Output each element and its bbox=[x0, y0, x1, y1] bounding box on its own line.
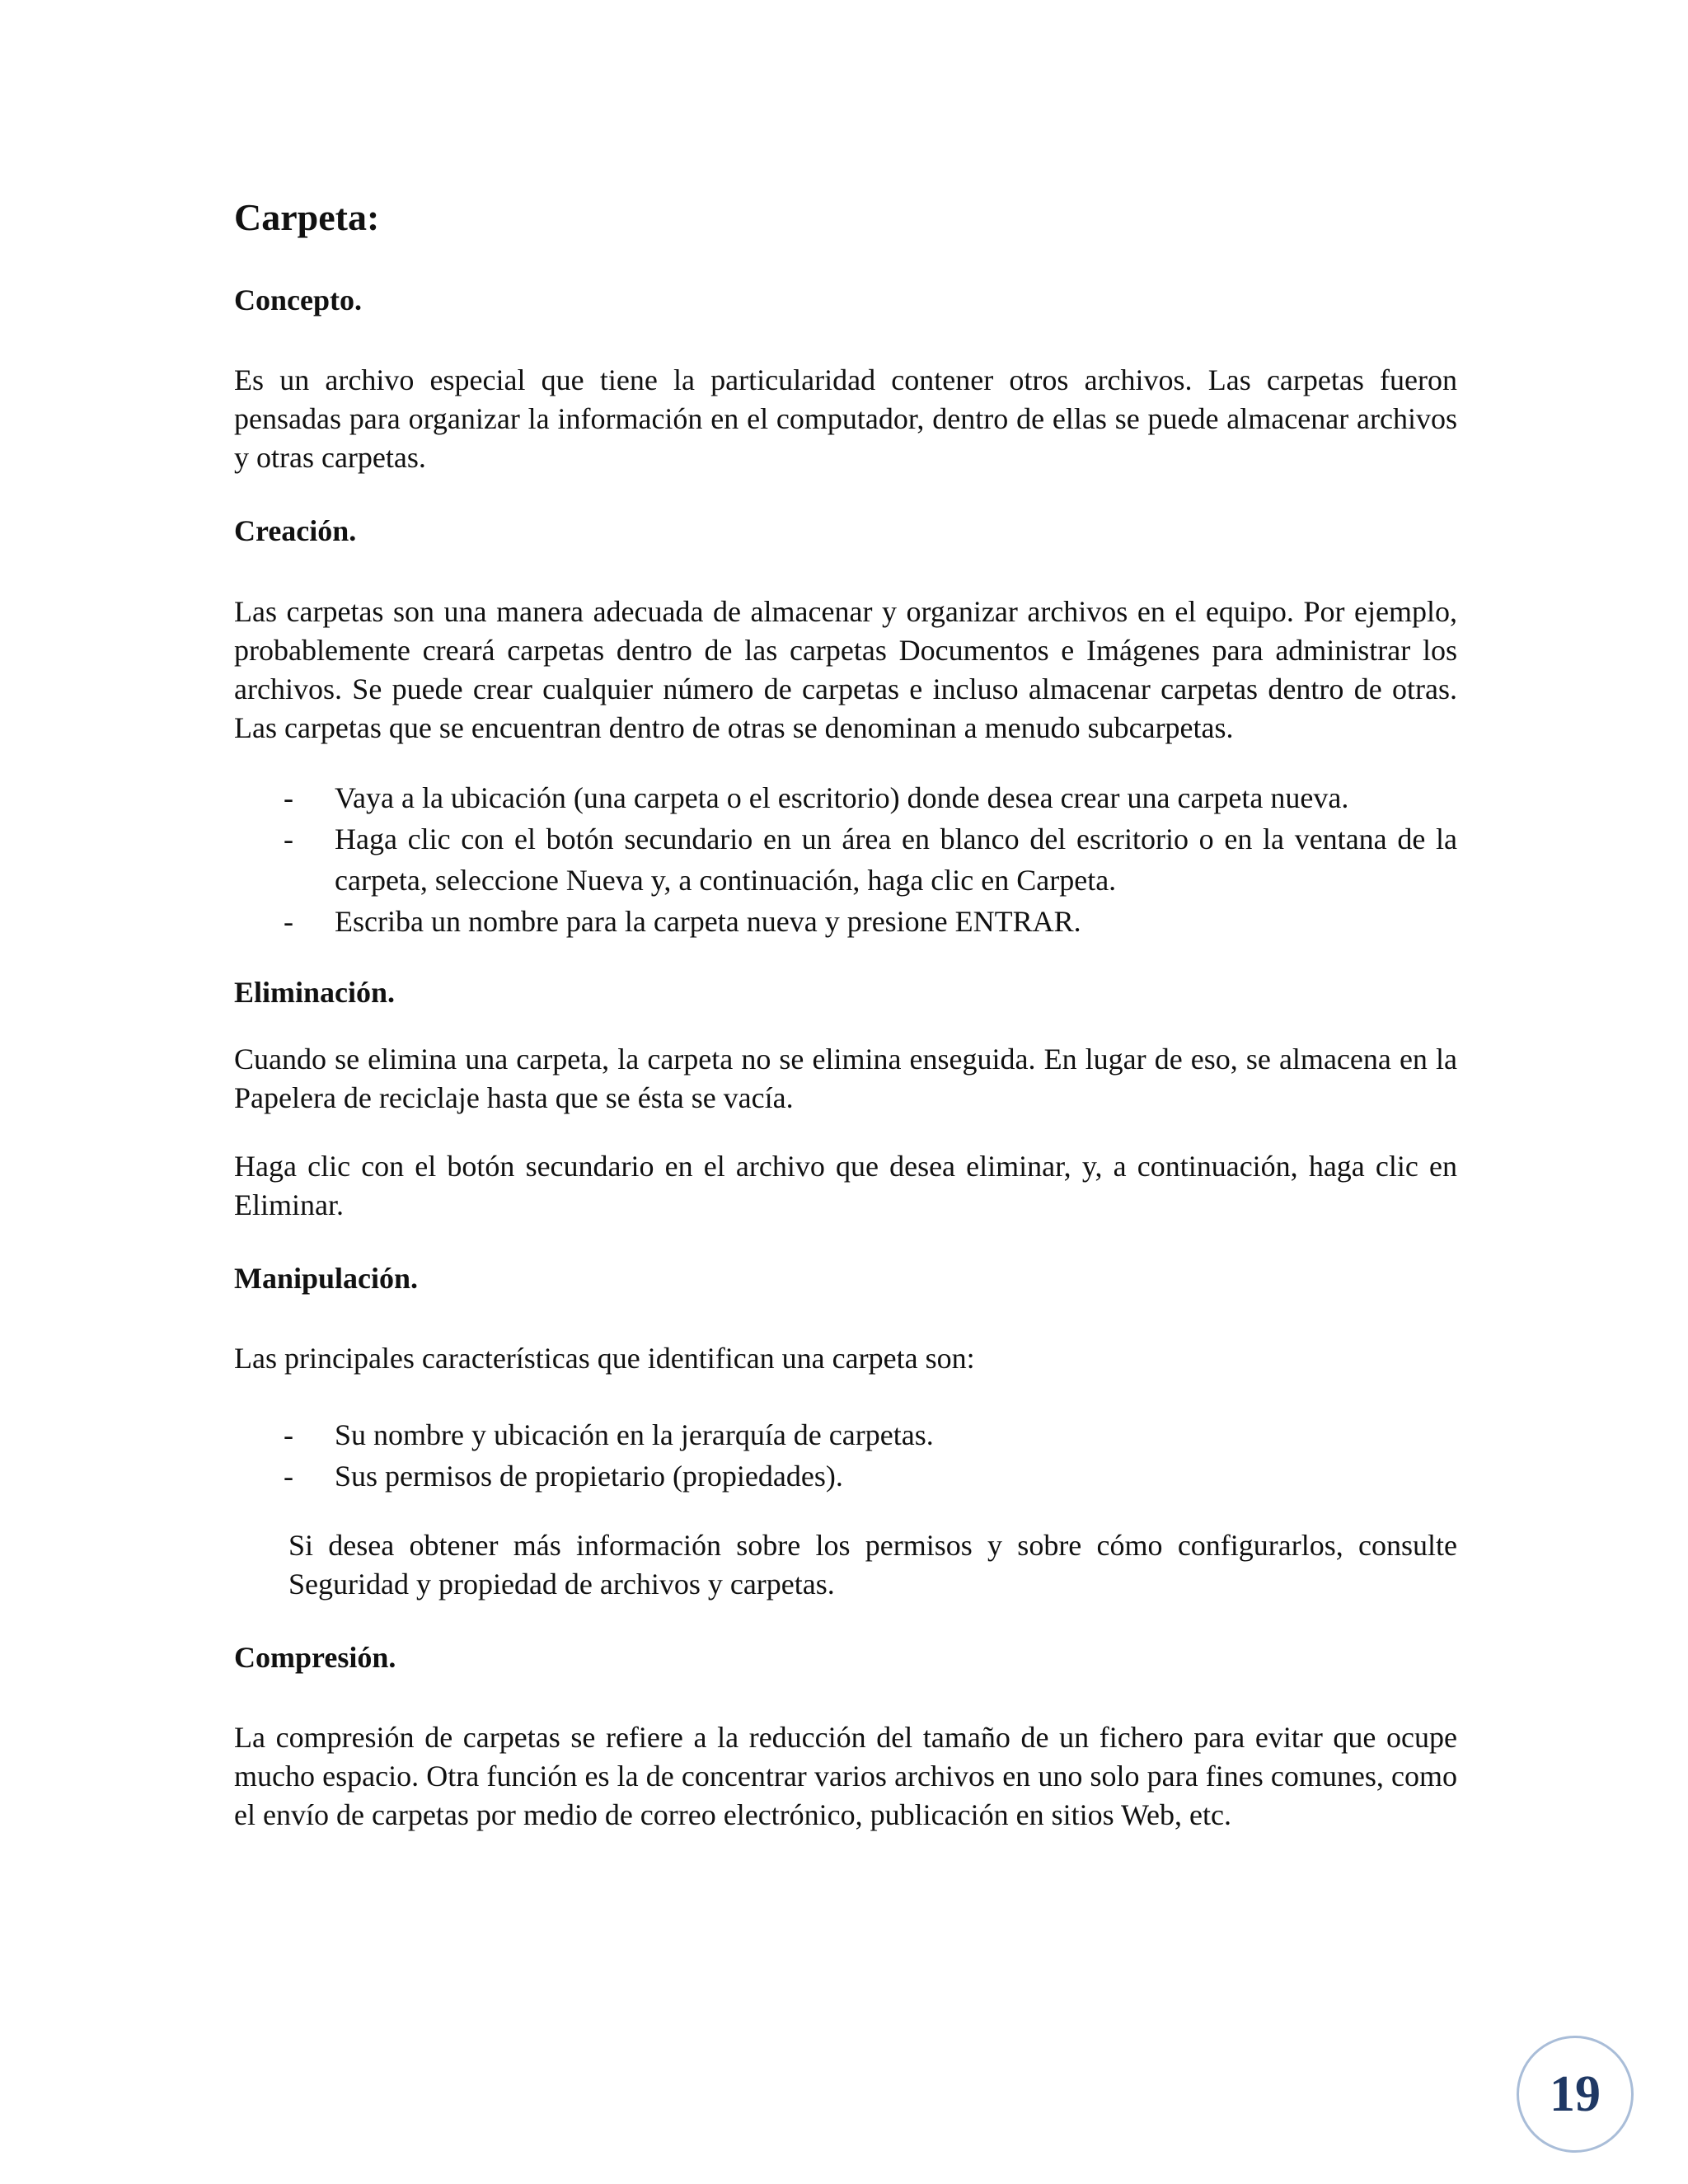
list-item bbox=[234, 1455, 1457, 1497]
list-item bbox=[234, 901, 1457, 942]
paragraph-creacion: Las carpetas son una manera adecuada de almacenar y organizar archivos en el equipo. Por ejemplo, probablemente creará carpetas dentro de las carpetas Documentos e Imágenes para administrar los archivos. Se puede crear cualquier número de carpetas e incluso almacenar carpetas dentro de otras. Las carpetas que se encuentran dentro de otras se denominan a menudo subcarpetas. bbox=[234, 594, 1457, 744]
bullet-dash: - bbox=[284, 904, 293, 938]
bullet-dash: - bbox=[284, 1418, 293, 1451]
list-item-text: Escriba un nombre para la carpeta nueva y presione ENTRAR. bbox=[335, 904, 1081, 938]
list-manipulacion-features bbox=[234, 1414, 1457, 1497]
page-number-badge: 19 bbox=[1517, 2036, 1634, 2153]
heading-eliminacion: Eliminación. bbox=[234, 975, 396, 1009]
page-title: Carpeta: bbox=[234, 196, 380, 238]
document-page bbox=[234, 194, 1457, 1871]
heading-creacion: Creación. bbox=[234, 514, 357, 548]
paragraph-eliminacion-1: Cuando se elimina una carpeta, la carpeta no se elimina enseguida. En lugar de eso, se almacena en la Papelera de reciclaje hasta que se ésta se vacía. bbox=[234, 1042, 1457, 1114]
paragraph-compresion: La compresión de carpetas se refiere a la reducción del tamaño de un fichero para evitar que ocupe mucho espacio. Otra función es la de concentrar varios archivos en uno solo para fines comunes, como el envío de carpetas por medio de correo electrónico, publicación en sitios Web, etc. bbox=[234, 1721, 1457, 1832]
list-item bbox=[234, 1414, 1457, 1455]
bullet-dash: - bbox=[284, 822, 293, 855]
bullet-dash: - bbox=[284, 1459, 293, 1493]
list-item-text: Sus permisos de propietario (propiedades). bbox=[335, 1459, 843, 1493]
bullet-dash: - bbox=[284, 780, 293, 814]
paragraph-eliminacion-2: Haga clic con el botón secundario en el archivo que desea eliminar, y, a continuación, haga clic en Eliminar. bbox=[234, 1149, 1457, 1221]
paragraph-concepto: Es un archivo especial que tiene la particularidad contener otros archivos. Las carpetas fueron pensadas para organizar la información en el computador, dentro de ellas se puede almacenar archivos y otras carpetas. bbox=[234, 363, 1457, 475]
list-item bbox=[234, 777, 1457, 818]
list-item-text: Haga clic con el botón secundario en un área en blanco del escritorio o en la ventana de la carpeta, seleccione Nueva y, a continuación, haga clic en Carpeta. bbox=[335, 822, 1457, 897]
paragraph-manipulacion-note: Si desea obtener más información sobre los permisos y sobre cómo configurarlos, consulte Seguridad y propiedad de archivos y carpetas. bbox=[288, 1528, 1457, 1601]
list-item-text: Su nombre y ubicación en la jerarquía de carpetas. bbox=[335, 1418, 934, 1451]
list-item-text: Vaya a la ubicación (una carpeta o el escritorio) donde desea crear una carpeta nueva. bbox=[335, 780, 1349, 814]
heading-manipulacion: Manipulación. bbox=[234, 1261, 419, 1295]
list-item bbox=[234, 818, 1457, 901]
heading-compresion: Compresión. bbox=[234, 1640, 396, 1674]
heading-concepto: Concepto. bbox=[234, 284, 362, 317]
paragraph-manipulacion: Las principales características que identifican una carpeta son: bbox=[234, 1341, 975, 1375]
list-creacion-steps bbox=[234, 777, 1457, 942]
